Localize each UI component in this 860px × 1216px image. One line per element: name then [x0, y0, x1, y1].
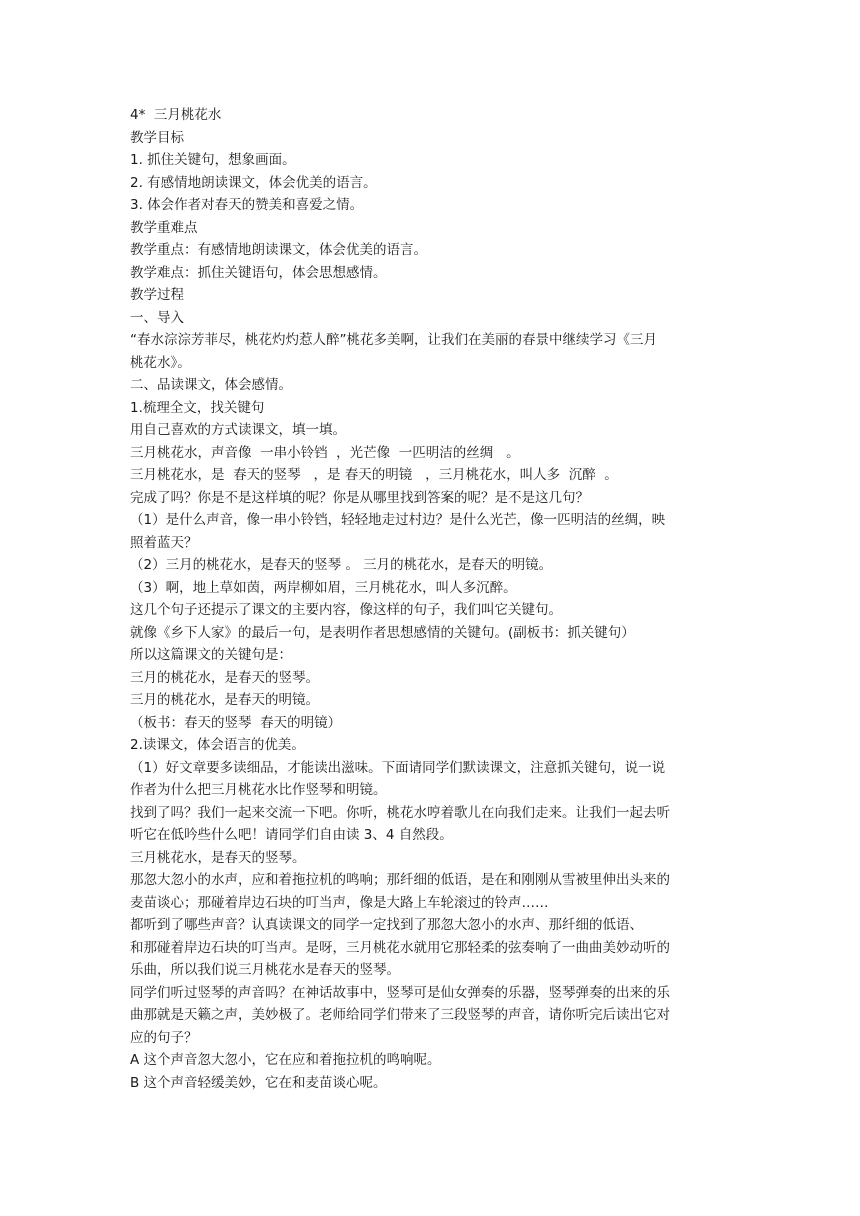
body-text-line: 找到了吗？我们一起来交流一下吧。你听，桃花水哼着歌儿在向我们走来。让我们一起去听 [130, 804, 670, 821]
body-text-line: 同学们听过竖琴的声音吗？在神话故事中，竖琴可是仙女弹奏的乐器，竖琴弹奏的出来的乐 [130, 984, 670, 1001]
option-b: B 这个声音轻缓美妙，它在和麦苗谈心呢。 [130, 1074, 387, 1091]
fill-in-line: 三月桃花水，声音像 一串小铃铛 ，光芒像 一匹明洁的丝绸 。 [130, 444, 520, 461]
heading-key-points: 教学重难点 [130, 219, 198, 236]
goal-item-3: 3. 体会作者对春天的赞美和喜爱之情。 [130, 197, 364, 213]
section-intro-heading: 一、导入 [130, 309, 184, 326]
fill-in-line: 三月桃花水，是 春天的竖琴 ，是 春天的明镜 ，三月桃花水，叫人多 沉醉 。 [130, 467, 618, 483]
key-point: 教学重点：有感情地朗读课文，体会优美的语言。 [130, 242, 427, 258]
section-reading-heading: 二、品读课文，体会感情。 [130, 377, 292, 393]
heading-teaching-process: 教学过程 [130, 287, 184, 303]
body-text-line: 这几个句子还提示了课文的主要内容，像这样的句子，我们叫它关键句。 [130, 602, 562, 618]
document-page [130, 104, 740, 1094]
numbered-sentence: （3）啊，地上草如茵，两岸柳如眉，三月桃花水，叫人多沉醉。 [130, 579, 517, 596]
numbered-sentence: （2）三月的桃花水，是春天的竖琴 。 三月的桃花水，是春天的明镜。 [130, 557, 553, 573]
heading-teaching-goals: 教学目标 [130, 129, 184, 146]
key-sentence: 三月桃花水，是春天的竖琴。 [130, 849, 306, 866]
subsection-heading: 1.梳理全文，找关键句 [130, 399, 265, 416]
body-text-line: 用自己喜欢的方式读课文，填一填。 [130, 422, 346, 438]
body-text-line: 桃花水》。 [130, 354, 191, 371]
body-text-line: 所以这篇课文的关键句是： [130, 647, 292, 663]
body-text-line: 乐曲，所以我们说三月桃花水是春天的竖琴。 [130, 962, 400, 978]
body-text-line: 应的句子？ [130, 1029, 198, 1046]
body-text-line: 作者为什么把三月桃花水比作竖琴和明镜。 [130, 782, 387, 798]
body-text-line: 都听到了哪些声音？认真读课文的同学一定找到了那忽大忽小的水声、那纤细的低语、 [130, 917, 643, 933]
numbered-sentence: 照着蓝天？ [130, 534, 198, 551]
goal-item-1: 1. 抓住关键句，想象画面。 [130, 152, 296, 168]
subsection-heading: 2.读课文，体会语言的优美。 [130, 737, 305, 753]
goal-item-2: 2. 有感情地朗读课文，体会优美的语言。 [130, 174, 377, 191]
key-sentence: 三月的桃花水，是春天的明镜。 [130, 692, 319, 708]
quoted-text-line: 那忽大忽小的水声，应和着拖拉机的鸣响；那纤细的低语，是在和刚刚从雪被里伸出头来的 [130, 872, 670, 888]
lesson-title: 4* 三月桃花水 [130, 107, 222, 123]
body-text-line: 就像《乡下人家》的最后一句，是表明作者思想感情的关键句。(副板书：抓关键句） [130, 624, 635, 641]
body-text-line: “春水淙淙芳菲尽，桃花灼灼惹人醉”桃花多美啊，让我们在美丽的春景中继续学习《三月 [130, 332, 657, 348]
difficult-point: 教学难点：抓住关键语句，体会思想感情。 [130, 264, 387, 281]
body-text-line: 完成了吗？你是不是这样填的呢？你是从哪里找到答案的呢？是不是这几句？ [130, 489, 589, 506]
quoted-text-line: 麦苗谈心；那碰着岸边石块的叮当声，像是大路上车轮滚过的铃声…… [130, 894, 549, 911]
body-text-line: 听它在低吟些什么吧！请同学们自由读 3、4 自然段。 [130, 827, 453, 843]
option-a: A 这个声音忽大忽小，它在应和着拖拉机的鸣响呢。 [130, 1052, 441, 1068]
key-sentence: 三月的桃花水，是春天的竖琴。 [130, 669, 319, 686]
numbered-sentence: （1）是什么声音，像一串小铃铛，轻轻地走过村边？是什么光芒，像一匹明洁的丝绸，映 [130, 512, 666, 528]
board-note: （板书：春天的竖琴 春天的明镜） [130, 714, 342, 731]
body-text-line: （1）好文章要多读细品，才能读出滋味。下面请同学们默读课文，注意抓关键句，说一说 [130, 759, 666, 776]
body-text-line: 和那碰着岸边石块的叮当声。是呀，三月桃花水就用它那轻柔的弦奏响了一曲曲美妙动听的 [130, 939, 670, 956]
body-text-line: 曲那就是天籁之声，美妙极了。老师给同学们带来了三段竖琴的声音，请你听完后读出它对 [130, 1007, 670, 1023]
